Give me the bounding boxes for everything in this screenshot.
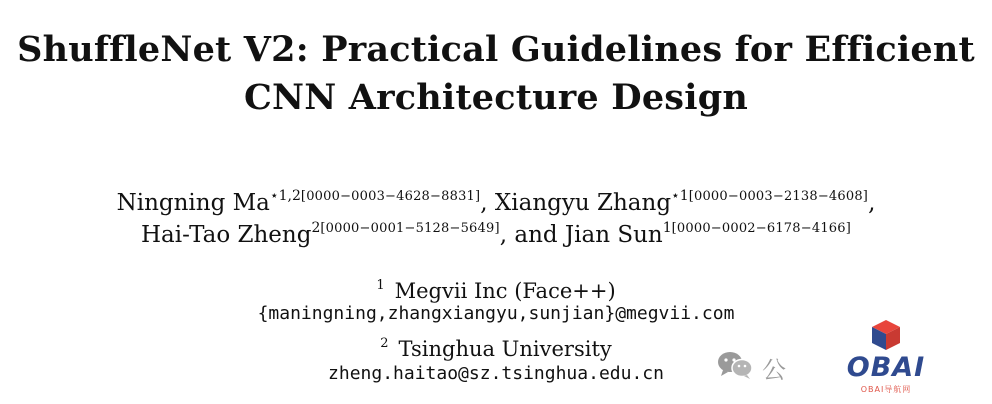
author-orcid-ma: [0000−0003−4628−8831] xyxy=(300,189,481,204)
author-separator: , xyxy=(868,190,876,216)
author-name-zheng: Hai-Tao Zheng xyxy=(141,222,312,248)
affiliation-1-name: Megvii Inc (Face++) xyxy=(394,279,616,303)
paper-title-line-1: ShuffleNet V2: Practical Guidelines for Efficient xyxy=(17,29,975,70)
paper-title-line-2: CNN Architecture Design xyxy=(243,77,749,118)
author-mark-zheng: 2 xyxy=(311,220,321,236)
author-orcid-zhang: [0000−0003−2138−4608] xyxy=(688,189,869,204)
author-separator-and: , and xyxy=(499,222,558,248)
affiliation-1-email: {maningning,zhangxiangyu,sunjian}@megvii.com xyxy=(257,303,735,324)
author-line-2 xyxy=(0,212,992,251)
author-mark-ma: ⋆1,2 xyxy=(269,188,301,204)
obai-logo xyxy=(836,318,936,404)
author-mark-zhang: ⋆1 xyxy=(671,188,689,204)
author-orcid-zheng: [0000−0001−5128−5649] xyxy=(320,221,500,236)
author-name-ma: Ningning Ma xyxy=(116,190,270,216)
author-orcid-sun: [0000−0002−6178−4166] xyxy=(671,221,851,236)
affiliation-2-name: Tsinghua University xyxy=(398,337,612,361)
author-mark-sun: 1 xyxy=(662,220,672,236)
affiliation-2-email: zheng.haitao@sz.tsinghua.edu.cn xyxy=(328,363,664,384)
wechat-gong-char: 公 xyxy=(762,356,786,384)
author-separator: , xyxy=(480,190,488,216)
author-name-sun: Jian Sun xyxy=(564,222,663,248)
logo-subtext: OBAI导航网 xyxy=(860,385,912,394)
logo-text: OBAI xyxy=(846,352,926,383)
affiliation-1-number: 1 xyxy=(376,278,385,293)
affiliation-2-number: 2 xyxy=(380,336,389,351)
author-name-zhang: Xiangyu Zhang xyxy=(494,190,672,216)
wechat-watermark xyxy=(716,348,796,382)
